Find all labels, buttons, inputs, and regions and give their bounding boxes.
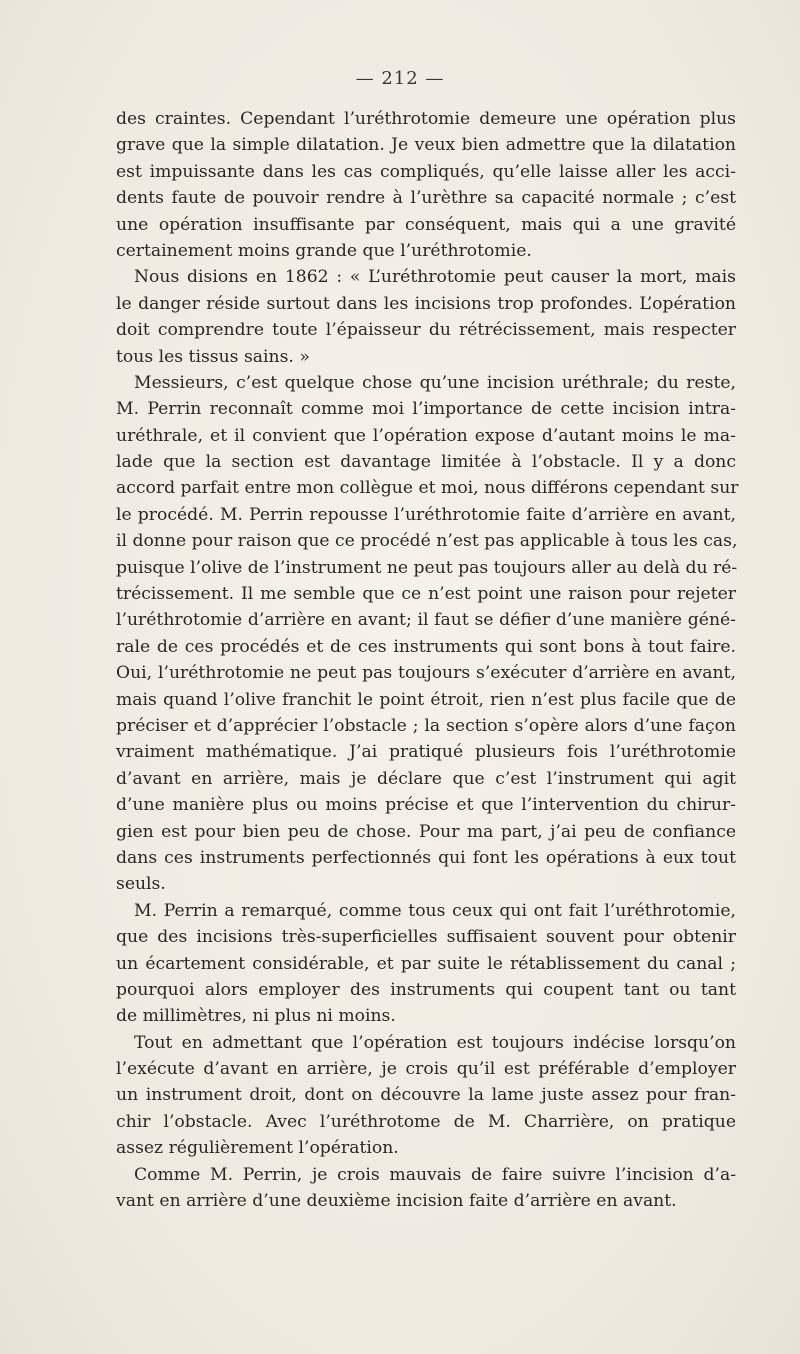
text-line: grave que la simple dilatation. Je veux bien admettre que la dilatation: [116, 135, 736, 156]
text-line: vant en arrière d’une deuxième incision faite d’arrière en avant.: [116, 1191, 677, 1212]
text-line: Oui, l’uréthrotomie ne peut pas toujours s’exécuter d’arrière en avant,: [116, 663, 736, 684]
text-line: certainement moins grande que l’uréthrotomie.: [116, 240, 532, 261]
text-line: accord parfait entre mon collègue et moi, nous différons cependant sur: [116, 478, 739, 499]
text-line: rale de ces procédés et de ces instruments qui sont bons à tout faire.: [116, 636, 736, 657]
text-line: le procédé. M. Perrin repousse l’uréthrotomie faite d’arrière en avant,: [116, 504, 736, 525]
text-line: dents faute de pouvoir rendre à l’urèthre sa capacité normale ; c’est: [116, 188, 736, 209]
text-line: Nous disions en 1862 : « L’uréthrotomie peut causer la mort, mais: [134, 267, 736, 288]
text-line: d’avant en arrière, mais je déclare que c’est l’instrument qui agit: [116, 768, 736, 789]
text-line: chir l’obstacle. Avec l’uréthrotome de M. Charrière, on pratique: [116, 1111, 736, 1132]
paragraph: [116, 1162, 736, 1215]
text-line: doit comprendre toute l’épaisseur du rétrécissement, mais respecter: [116, 320, 736, 341]
text-line: M. Perrin reconnaît comme moi l’importance de cette incision intra-: [116, 399, 736, 420]
text-line: Comme M. Perrin, je crois mauvais de faire suivre l’incision d’a-: [134, 1164, 736, 1185]
text-line: Tout en admettant que l’opération est toujours indécise lorsqu’on: [134, 1032, 736, 1053]
text-line: tous les tissus sains. »: [116, 346, 310, 367]
text-line: un instrument droit, dont on découvre la lame juste assez pour fran-: [116, 1085, 736, 1106]
text-line: l’exécute d’avant en arrière, je crois qu’il est préférable d’employer: [116, 1059, 736, 1080]
text-line: vraiment mathématique. J’ai pratiqué plusieurs fois l’uréthrotomie: [116, 742, 736, 763]
text-line: un écartement considérable, et par suite le rétablissement du canal ;: [116, 953, 736, 974]
text-line: il donne pour raison que ce procédé n’est pas applicable à tous les cas,: [116, 531, 738, 552]
text-line: assez régulièrement l’opération.: [116, 1138, 399, 1159]
text-line: uréthrale, et il convient que l’opération expose d’autant moins le ma-: [116, 425, 736, 446]
text-line: dans ces instruments perfectionnés qui font les opérations à eux tout: [116, 847, 736, 868]
paragraph: [116, 1030, 736, 1162]
text-line: l’uréthrotomie d’arrière en avant; il faut se défier d’une manière géné-: [116, 610, 736, 631]
text-line: seuls.: [116, 874, 166, 895]
text-line: mais quand l’olive franchit le point étroit, rien n’est plus facile que de: [116, 689, 736, 710]
body-text: [116, 106, 739, 1214]
text-line: lade que la section est davantage limitée à l’obstacle. Il y a donc: [116, 452, 736, 473]
text-line: de millimètres, ni plus ni moins.: [116, 1006, 396, 1027]
text-line: des craintes. Cependant l’uréthrotomie demeure une opération plus: [116, 109, 736, 129]
text-line: le danger réside surtout dans les incisions trop profondes. L’opération: [116, 293, 736, 314]
text-line: Messieurs, c’est quelque chose qu’une incision uréthrale; du reste,: [134, 372, 736, 393]
text-line: gien est pour bien peu de chose. Pour ma part, j’ai peu de confiance: [116, 821, 736, 842]
page-number: — 212 —: [355, 68, 445, 89]
text-line: pourquoi alors employer des instruments qui coupent tant ou tant: [116, 979, 736, 1000]
paragraph: [116, 898, 736, 1030]
text-line: préciser et d’apprécier l’obstacle ; la section s’opère alors d’une façon: [116, 715, 736, 736]
text-line: trécissement. Il me semble que ce n’est point une raison pour rejeter: [116, 584, 736, 605]
text-line: est impuissante dans les cas compliqués, qu’elle laisse aller les acci-: [116, 161, 736, 182]
paragraph: [116, 264, 736, 370]
text-line: une opération insuffisante par conséquent, mais qui a une gravité: [116, 214, 736, 235]
paragraph: [116, 370, 739, 898]
text-line: M. Perrin a remarqué, comme tous ceux qui ont fait l’uréthrotomie,: [134, 900, 736, 921]
text-line: que des incisions très-superficielles suffisaient souvent pour obtenir: [116, 927, 736, 948]
text-line: puisque l’olive de l’instrument ne peut pas toujours aller au delà du ré-: [116, 557, 738, 578]
paragraph: [116, 106, 736, 264]
text-line: d’une manière plus ou moins précise et que l’intervention du chirur-: [116, 795, 736, 816]
